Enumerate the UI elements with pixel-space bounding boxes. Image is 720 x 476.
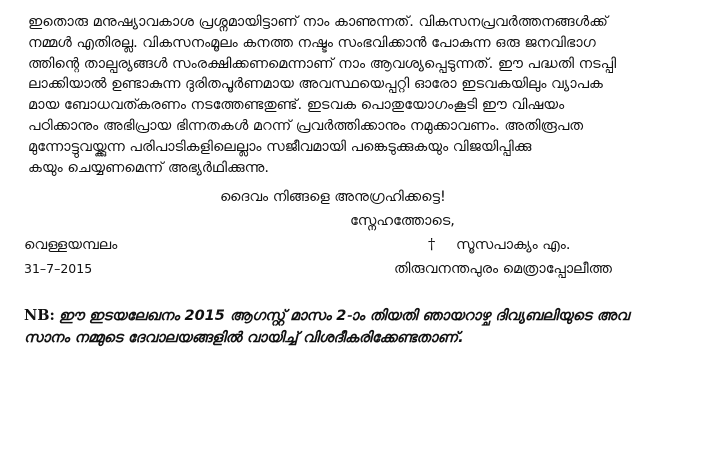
closing-regards: സ്നേഹത്തോടെ, <box>350 213 455 229</box>
letter-date: 31–7–2015 <box>24 261 93 276</box>
body-line: പഠിക്കാനും അഭിപ്രായ ഭിന്നതകൾ മറന്ന് പ്രവർത്തിക്കാനും നമുക്കാവണം. അതിരൂപത <box>28 117 584 134</box>
signer-name: സൂസപാക്യം എം. <box>456 237 571 253</box>
body-line: നമ്മൾ എതിരല്ല. വികസനംമൂലം കനത്ത നഷ്ടം സംഭവിക്കാൻ പോകുന്ന ഒരു ജനവിഭാഗ <box>28 34 596 51</box>
nb-text: ഈ ഇടയലേഖനം 2015 ആഗസ്റ്റ് മാസം 2-ാം തിയതി ഞായറാഴ്ച ദിവ്യബലിയുടെ അവ <box>58 308 630 324</box>
body-line: മായ ബോധവത്കരണം നടത്തേണ്ടതുണ്ട്. ഇടവക പൊതുയോഗംകൂടി ഈ വിഷയം <box>28 97 565 114</box>
signer-block <box>428 237 570 253</box>
cross-icon: † <box>428 237 436 253</box>
blessing-line: ദൈവം നിങ്ങളെ അനുഗ്രഹിക്കട്ടെ! <box>220 189 446 205</box>
nb-line: സാനം നമ്മുടെ ദേവാലയങ്ങളിൽ വായിച്ച് വിശദീകരിക്കേണ്ടതാണ്. <box>24 330 464 346</box>
nota-bene-note <box>24 305 700 349</box>
body-line: ഇതൊരു മനുഷ്യാവകാശ പ്രശ്നമായിട്ടാണ് നാം കാണുന്നത്. വികസനപ്രവർത്തനങ്ങൾക്ക് <box>28 14 608 30</box>
nb-line <box>24 305 700 327</box>
nb-label: NB: <box>24 307 55 324</box>
body-line: ലാക്കിയാൽ ഉണ്ടാകുന്ന ദുരിതപൂർണമായ അവസ്ഥയെപ്പറ്റി ഓരോ ഇടവകയിലും വ്യാപക <box>28 76 603 93</box>
signer-title: തിരുവനന്തപുരം മെത്രാപ്പോലീത്ത <box>394 261 612 277</box>
body-line: മുന്നോട്ടുവയ്ക്കുന്ന പരിപാടികളിലെല്ലാം സജീവമായി പങ്കെടുക്കുകയും വിജയിപ്പിക്കു <box>28 138 532 155</box>
letter-place: വെള്ളയമ്പലം <box>24 237 118 253</box>
body-line: ത്തിന്റെ താല്പര്യങ്ങൾ സംരക്ഷിക്കണമെന്നാണ് നാം ആവശ്യപ്പെടുന്നത്. ഈ പദ്ധതി നടപ്പി <box>28 55 617 72</box>
body-line: കയും ചെയ്യണമെന്ന് അഭ്യർഥിക്കുന്നു. <box>28 159 270 176</box>
letter-body-paragraph <box>28 12 692 178</box>
